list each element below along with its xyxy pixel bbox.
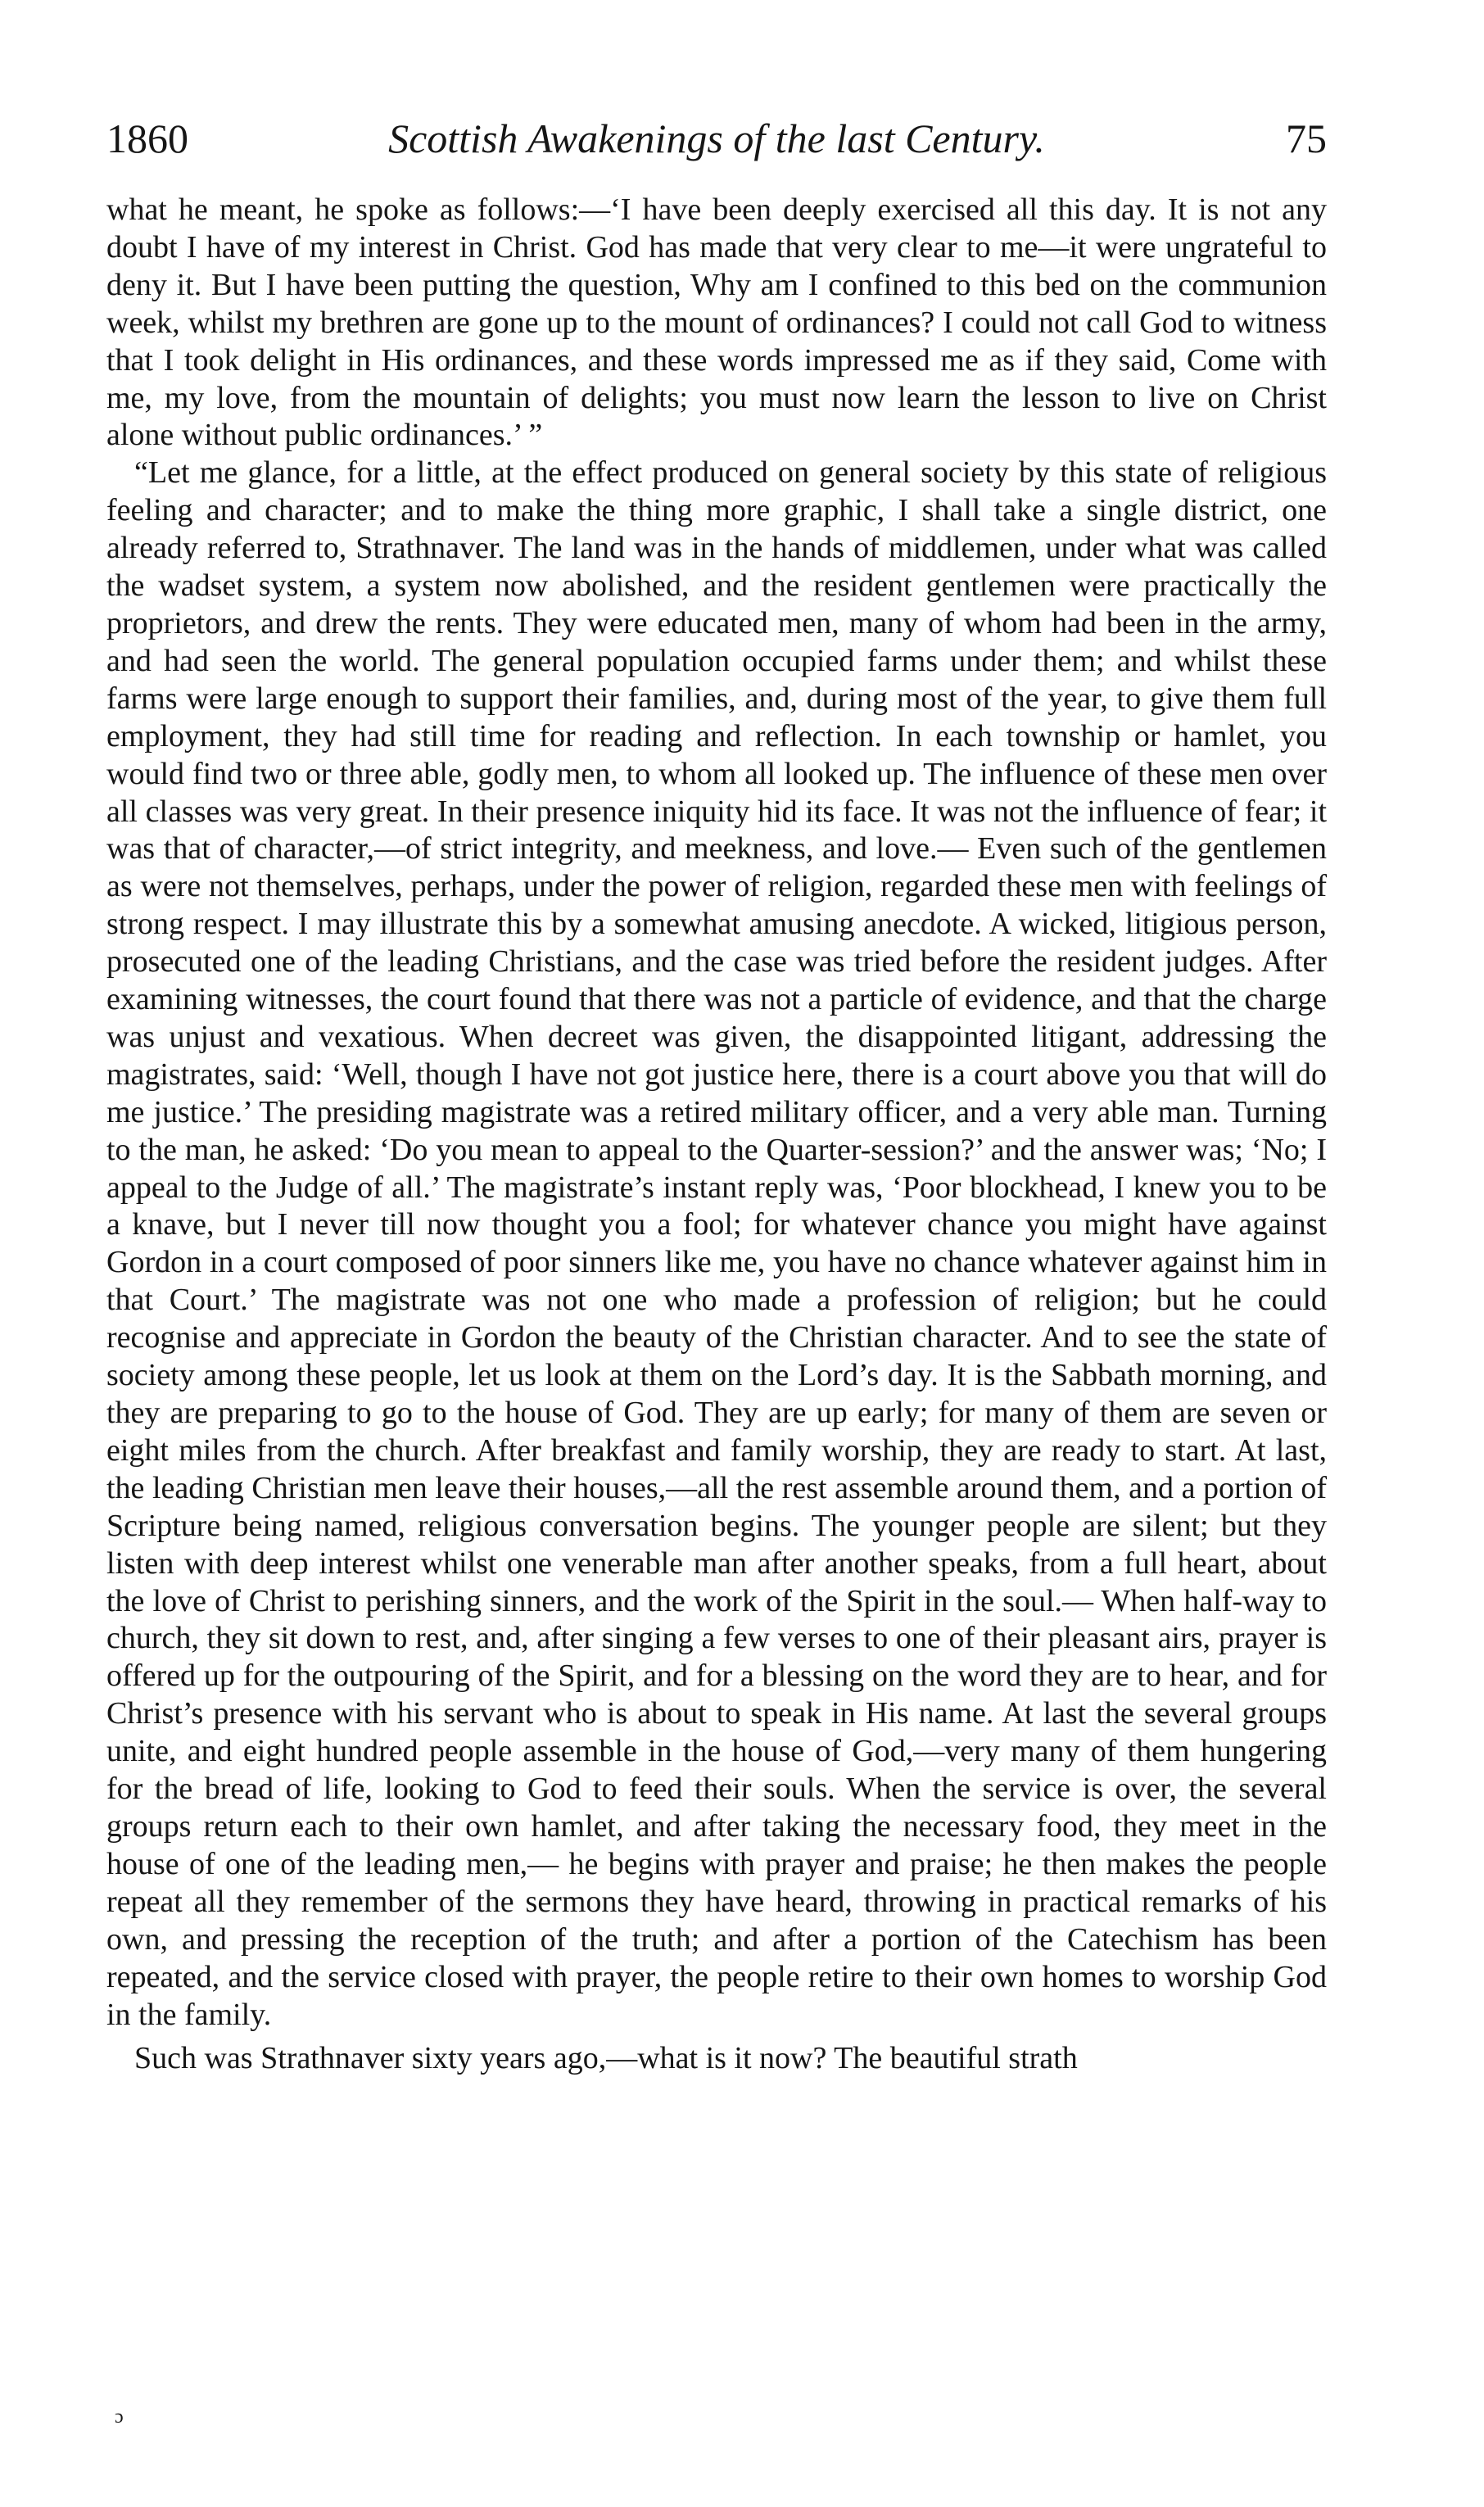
running-header bbox=[106, 115, 1327, 172]
page-number: 75 bbox=[1286, 115, 1327, 161]
paragraph-2: “Let me glance, for a little, at the effect produced on general society by this state of religious feeling and character; and to make the thing more graphic, I shall take a single district, one already referred to, Strathnaver. The land was in the hands of middlemen, under what was called the wadset system, a system now abolished, and the resident gentlemen were practically the proprietors, and drew the rents. They were educated men, many of whom had been in the army, and had seen the world. The general population occupied farms under them; and whilst these farms were large enough to support their families, and, during most of the year, to give them full employment, they had still time for reading and reflection. In each township or hamlet, you would find two or three able, godly men, to whom all looked up. The influence of these men over all classes was very great. In their presence iniquity hid its face. It was not the influence of fear; it was that of character,—of strict integrity, and meekness, and love.— Even such of the gentlemen as were not themselves, perhaps, under the power of religion, regarded these men with feelings of strong respect. I may illustrate this by a somewhat amusing anecdote. A wicked, litigious person, prosecuted one of the leading Christians, and the case was tried before the resident judges. After examining witnesses, the court found that there was not a particle of evidence, and that the charge was unjust and vexatious. When decreet was given, the disappointed litigant, addressing the magistrates, said: ‘Well, though I have not got justice here, there is a court above you that will do me justice.’ The presiding magistrate was a retired military officer, and a very able man. Turning to the man, he asked: ‘Do you mean to appeal to the Quarter-session?’ and the answer was; ‘No; I appeal to the Judge of all.’ The magistrate’s instant reply was, ‘Poor blockhead, I knew you to be a knave, but I never till now thought you a fool; for whatever chance you might have against Gordon in a court composed of poor sinners like me, you have no chance whatever against him in that Court.’ The magistrate was not one who made a profession of religion; but he could recognise and appreciate in Gordon the beauty of the Christian character. And to see the state of society among these people, let us look at them on the Lord’s day. It is the Sabbath morning, and they are preparing to go to the house of God. They are up early; for many of them are seven or eight miles from the church. After breakfast and family worship, they are ready to start. At last, the leading Christian men leave their houses,—all the rest assemble around them, and a portion of Scripture being named, religious conversation begins. The younger people are silent; but they listen with deep interest whilst one venerable man after another speaks, from a full heart, about the love of Christ to perishing sinners, and the work of the Spirit in the soul.— When half-way to church, they sit down to rest, and, after singing a few verses to one of their pleasant airs, prayer is offered up for the outpouring of the Spirit, and for a blessing on the word they are to hear, and for Christ’s presence with his servant who is about to speak in His name. At last the several groups unite, and eight hundred people assemble in the house of God,—very many of them hungering for the bread of life, looking to God to feed their souls. When the service is over, the several groups return each to their own hamlet, and after taking the necessary food, they meet in the house of one of the leading men,— he begins with prayer and praise; he then makes the people repeat all they remember of the sermons they have heard, throwing in practical remarks of his own, and pressing the reception of the truth; and after a portion of the Catechism has been repeated, and the service closed with prayer, the people retire to their own homes to worship God in the family. bbox=[106, 455, 1327, 2032]
page bbox=[106, 115, 1327, 2078]
footer-mark: ɔ bbox=[115, 2406, 124, 2428]
header-title: Scottish Awakenings of the last Century. bbox=[388, 115, 1045, 161]
paragraph-1: what he meant, he spoke as follows:—‘I have been deeply exercised all this day. It is not any doubt I have of my interest in Christ. God has made that very clear to me—it were ungrateful to deny it. But I have been putting the question, Why am I confined to this bed on the communion week, whilst my brethren are gone up to the mount of ordinances? I could not call God to witness that I took delight in His ordinances, and these words impressed me as if they said, Come with me, my love, from the mountain of delights; you must now learn the lesson to live on Christ alone without public ordinances.’ ” bbox=[106, 192, 1327, 453]
body-text bbox=[106, 192, 1327, 2078]
paragraph-3: Such was Strathnaver sixty years ago,—what is it now? The beautiful strath bbox=[134, 2041, 1078, 2076]
header-year: 1860 bbox=[106, 115, 188, 161]
